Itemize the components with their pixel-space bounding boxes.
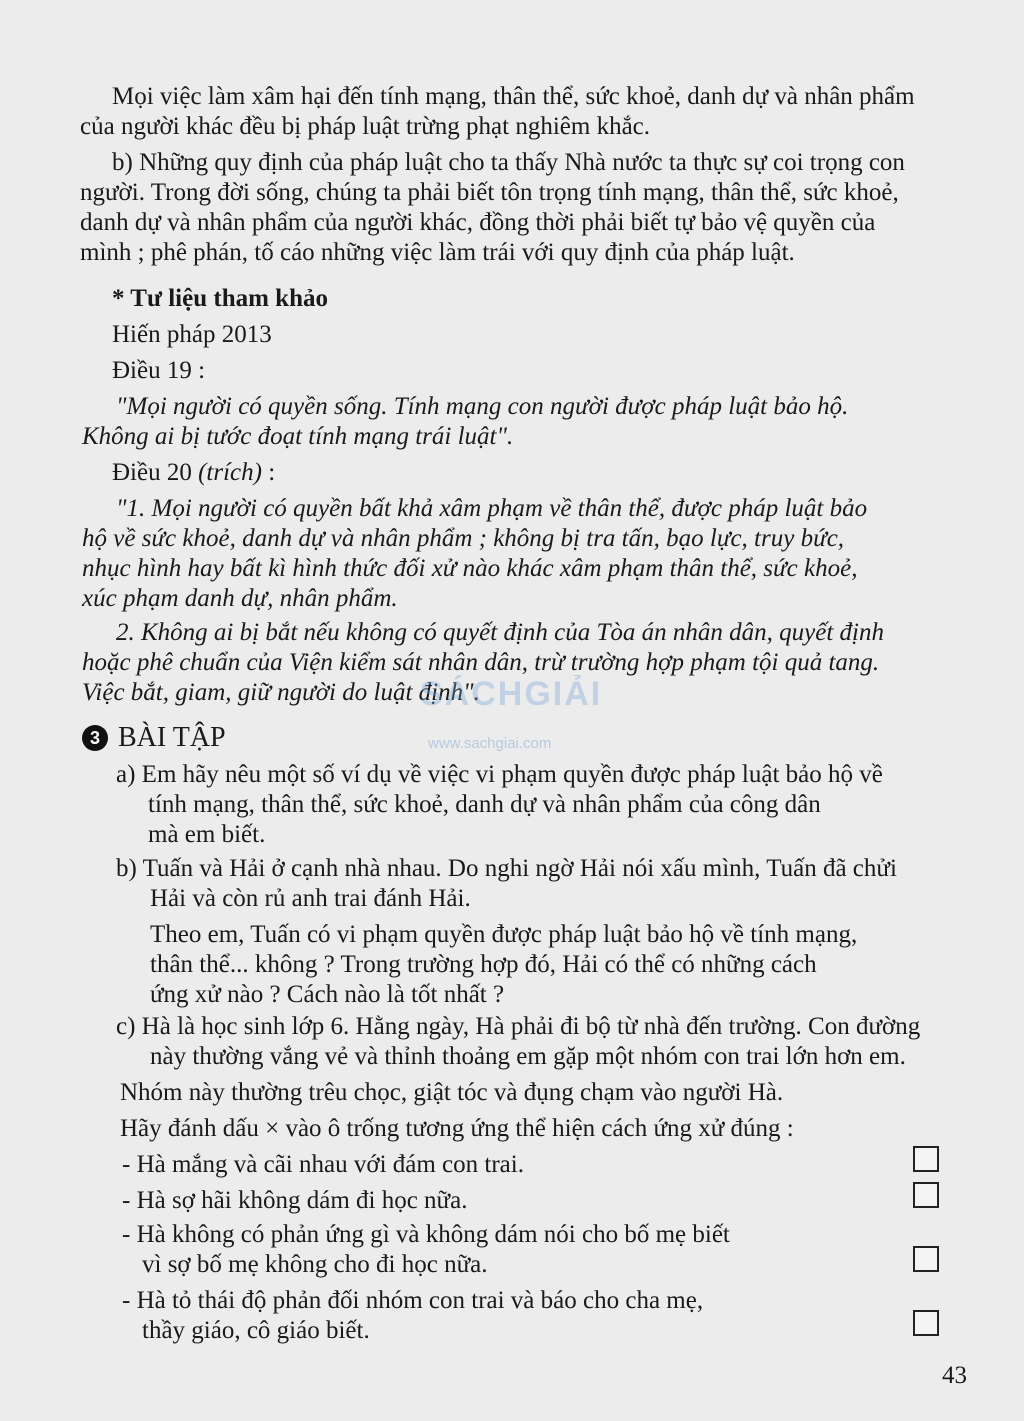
option-1-checkbox[interactable] (913, 1146, 939, 1172)
option-3-text-line2: vì sợ bố mẹ không cho đi học nữa. (142, 1251, 488, 1278)
article-20-clause1-line1: "1. Mọi người có quyền bất khả xâm phạm về thân thể, được pháp luật bảo (116, 495, 868, 522)
article-20-clause2-line1: 2. Không ai bị bắt nếu không có quyết định của Tòa án nhân dân, quyết định (116, 619, 884, 646)
reference-title: * Tư liệu tham khảo (112, 285, 328, 312)
section-number-badge: 3 (82, 725, 108, 751)
exercise-c-line2: này thường vắng vẻ và thỉnh thoảng em gặp một nhóm con trai lớn hơn em. (150, 1043, 906, 1070)
article-19-line2: Không ai bị tước đoạt tính mạng trái luật". (82, 423, 514, 450)
article-20-clause1-line3: nhục hình hay bất kì hình thức đối xử nào khác xâm phạm thân thể, sức khoẻ, (82, 555, 858, 582)
option-4-checkbox[interactable] (913, 1310, 939, 1336)
article-20-colon: : (261, 459, 276, 486)
exercise-b-line5: ứng xử nào ? Cách nào là tốt nhất ? (150, 981, 505, 1008)
article-20-heading (112, 458, 275, 488)
watermark-logo: SÁCHGIẢI (420, 675, 603, 713)
watermark-url: www.sachgiai.com (428, 735, 552, 752)
exercise-title: BÀI TẬP (118, 722, 226, 753)
exercise-b-line4: thân thể... không ? Trong trường hợp đó, Hải có thể có những cách (150, 951, 817, 978)
option-4-text-line2: thầy giáo, cô giáo biết. (142, 1317, 370, 1344)
intro-p2-line1: b) Những quy định của pháp luật cho ta thấy Nhà nước ta thực sự coi trọng con (112, 149, 905, 176)
watermark (420, 675, 620, 755)
reference-source: Hiến pháp 2013 (112, 321, 272, 348)
article-20-clause1-line2: hộ về sức khoẻ, danh dự và nhân phẩm ; không bị tra tấn, bạo lực, truy bức, (82, 525, 845, 552)
exercise-c-line3: Nhóm này thường trêu chọc, giật tóc và đụng chạm vào người Hà. (120, 1079, 784, 1106)
exercise-b-line2: Hải và còn rủ anh trai đánh Hải. (150, 885, 471, 912)
article-19-heading: Điều 19 : (112, 357, 206, 384)
exercise-a-line3: mà em biết. (148, 821, 266, 848)
article-20-label: Điều 20 (112, 459, 199, 486)
exercise-b-line1: b) Tuấn và Hải ở cạnh nhà nhau. Do nghi ngờ Hải nói xấu mình, Tuấn đã chửi (116, 855, 897, 882)
article-20-clause1-line4: xúc phạm danh dự, nhân phẩm. (82, 585, 398, 612)
option-4-text-line1: - Hà tỏ thái độ phản đối nhóm con trai và báo cho cha mẹ, (122, 1287, 704, 1314)
article-20-clause2-line2: hoặc phê chuẩn của Viện kiểm sát nhân dân, trừ trường hợp phạm tội quả tang. (82, 649, 880, 676)
exercise-a-line1: a) Em hãy nêu một số ví dụ về việc vi phạm quyền được pháp luật bảo hộ về (116, 761, 883, 788)
intro-p2-line2: người. Trong đời sống, chúng ta phải biết tôn trọng tính mạng, thân thể, sức khoẻ, (80, 179, 899, 206)
option-1-text: - Hà mắng và cãi nhau với đám con trai. (122, 1151, 524, 1178)
exercise-a-line2: tính mạng, thân thể, sức khoẻ, danh dự và nhân phẩm của công dân (148, 791, 821, 818)
option-3-text-line1: - Hà không có phản ứng gì và không dám nói cho bố mẹ biết (122, 1221, 730, 1248)
intro-p1-line1: Mọi việc làm xâm hại đến tính mạng, thân thể, sức khoẻ, danh dự và nhân phẩm (112, 83, 915, 110)
intro-p1-line2: của người khác đều bị pháp luật trừng phạt nghiêm khắc. (80, 113, 651, 140)
exercise-c-line1: c) Hà là học sinh lớp 6. Hằng ngày, Hà phải đi bộ từ nhà đến trường. Con đường (116, 1013, 921, 1040)
intro-p2-line3: danh dự và nhân phẩm của người khác, đồng thời phải biết tự bảo vệ quyền của (80, 209, 876, 236)
intro-p2-line4: mình ; phê phán, tố cáo những việc làm trái với quy định của pháp luật. (80, 239, 795, 266)
article-20-clause2-line3: Việc bắt, giam, giữ người do luật định". (82, 679, 480, 706)
page-number: 43 (942, 1362, 967, 1389)
option-2-text: - Hà sợ hãi không dám đi học nữa. (122, 1187, 468, 1214)
option-3-checkbox[interactable] (913, 1246, 939, 1272)
article-20-excerpt-note: (trích) (198, 459, 262, 486)
exercise-heading (82, 722, 226, 754)
article-19-line1: "Mọi người có quyền sống. Tính mạng con người được pháp luật bảo hộ. (116, 393, 849, 420)
exercise-b-line3: Theo em, Tuấn có vi phạm quyền được pháp luật bảo hộ về tính mạng, (150, 921, 858, 948)
option-2-checkbox[interactable] (913, 1182, 939, 1208)
exercise-c-instruction: Hãy đánh dấu × vào ô trống tương ứng thể hiện cách ứng xử đúng : (120, 1115, 794, 1142)
